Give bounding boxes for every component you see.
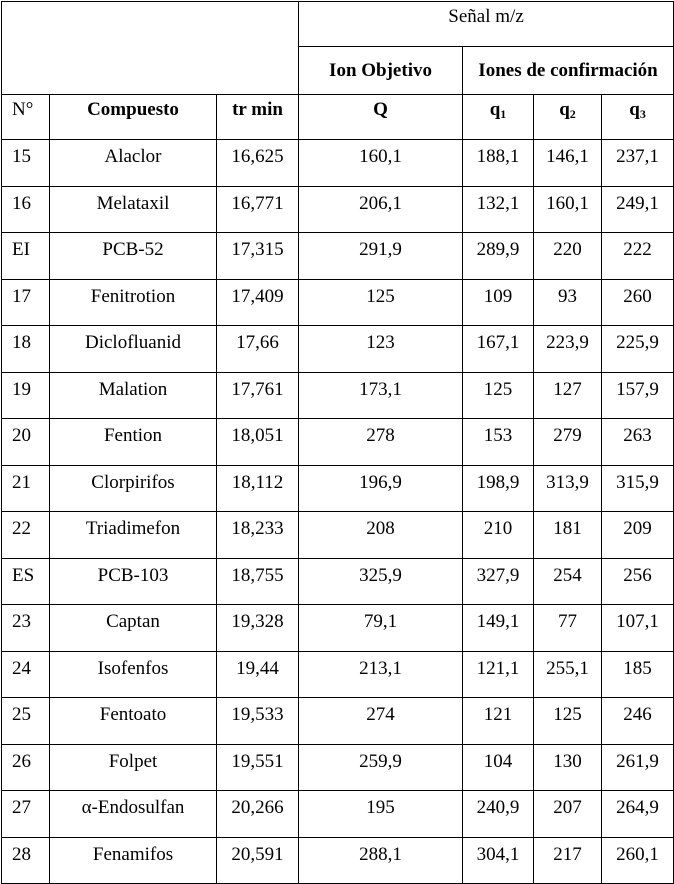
cell-q: 213,1	[299, 651, 463, 698]
cell-q3: 185	[602, 651, 674, 698]
col-header-q1	[463, 95, 534, 140]
table-body	[2, 2, 674, 884]
cell-q1: 121	[463, 698, 534, 745]
cell-q2: 77	[534, 605, 602, 652]
cell-number: 15	[2, 140, 50, 187]
cell-tr: 16,771	[217, 186, 299, 233]
table-row	[2, 140, 674, 187]
cell-q1: 153	[463, 419, 534, 466]
cell-tr: 18,755	[217, 558, 299, 605]
cell-q2: 130	[534, 744, 602, 791]
cell-q3: 107,1	[602, 605, 674, 652]
cell-q: 160,1	[299, 140, 463, 187]
cell-q: 123	[299, 326, 463, 373]
cell-q2: 207	[534, 791, 602, 838]
cell-q1: 121,1	[463, 651, 534, 698]
table-row	[2, 326, 674, 373]
q2-letter: q	[559, 99, 570, 120]
cell-tr: 17,66	[217, 326, 299, 373]
cell-q1: 240,9	[463, 791, 534, 838]
cell-q: 125	[299, 279, 463, 326]
cell-q: 325,9	[299, 558, 463, 605]
cell-q2: 160,1	[534, 186, 602, 233]
col-header-q: Q	[299, 95, 463, 140]
cell-compuesto: Isofenfos	[50, 651, 217, 698]
cell-q1: 198,9	[463, 465, 534, 512]
cell-compuesto: Folpet	[50, 744, 217, 791]
iones-confirmacion-header: Iones de confirmación	[463, 47, 674, 95]
header-row-signal	[2, 2, 674, 47]
cell-compuesto: Malation	[50, 372, 217, 419]
cell-q1: 210	[463, 512, 534, 559]
cell-number: 20	[2, 419, 50, 466]
col-header-q3	[602, 95, 674, 140]
cell-compuesto: Fention	[50, 419, 217, 466]
cell-tr: 19,328	[217, 605, 299, 652]
cell-number: 21	[2, 465, 50, 512]
cell-q1: 104	[463, 744, 534, 791]
cell-number: 28	[2, 837, 50, 884]
cell-q3: 225,9	[602, 326, 674, 373]
cell-tr: 17,409	[217, 279, 299, 326]
cell-q1: 188,1	[463, 140, 534, 187]
cell-q: 259,9	[299, 744, 463, 791]
table-row	[2, 233, 674, 280]
cell-compuesto: Captan	[50, 605, 217, 652]
col-header-q2	[534, 95, 602, 140]
table-row	[2, 558, 674, 605]
q3-subscript: 3	[639, 107, 646, 121]
cell-number: 18	[2, 326, 50, 373]
cell-q1: 327,9	[463, 558, 534, 605]
cell-compuesto: Fenamifos	[50, 837, 217, 884]
cell-q2: 279	[534, 419, 602, 466]
cell-tr: 20,591	[217, 837, 299, 884]
cell-q3: 157,9	[602, 372, 674, 419]
cell-number: 27	[2, 791, 50, 838]
table-row	[2, 279, 674, 326]
cell-number: EI	[2, 233, 50, 280]
cell-q: 208	[299, 512, 463, 559]
cell-q1: 109	[463, 279, 534, 326]
table-row	[2, 698, 674, 745]
cell-q2: 93	[534, 279, 602, 326]
cell-number: 26	[2, 744, 50, 791]
cell-q2: 125	[534, 698, 602, 745]
table-row	[2, 605, 674, 652]
q2-subscript: 2	[569, 107, 576, 121]
cell-compuesto: PCB-103	[50, 558, 217, 605]
cell-q: 206,1	[299, 186, 463, 233]
table-row	[2, 372, 674, 419]
cell-compuesto: Melataxil	[50, 186, 217, 233]
cell-q: 196,9	[299, 465, 463, 512]
cell-q1: 304,1	[463, 837, 534, 884]
cell-compuesto: Fentoato	[50, 698, 217, 745]
cell-q2: 127	[534, 372, 602, 419]
cell-q2: 223,9	[534, 326, 602, 373]
compound-table	[1, 1, 674, 884]
col-header-compuesto: Compuesto	[50, 95, 217, 140]
cell-tr: 19,44	[217, 651, 299, 698]
cell-q1: 125	[463, 372, 534, 419]
cell-q2: 220	[534, 233, 602, 280]
cell-compuesto: Alaclor	[50, 140, 217, 187]
q1-letter: q	[489, 99, 501, 120]
table-row	[2, 744, 674, 791]
table-row	[2, 512, 674, 559]
cell-q1: 167,1	[463, 326, 534, 373]
cell-q: 278	[299, 419, 463, 466]
table-row	[2, 791, 674, 838]
cell-tr: 18,112	[217, 465, 299, 512]
cell-compuesto: Triadimefon	[50, 512, 217, 559]
cell-q3: 263	[602, 419, 674, 466]
cell-q2: 181	[534, 512, 602, 559]
cell-q: 195	[299, 791, 463, 838]
cell-q3: 315,9	[602, 465, 674, 512]
cell-q3: 222	[602, 233, 674, 280]
cell-q3: 264,9	[602, 791, 674, 838]
signal-title: Señal m/z	[299, 2, 674, 47]
empty-corner-cell	[2, 2, 299, 95]
cell-compuesto: α-Endosulfan	[50, 791, 217, 838]
cell-q3: 256	[602, 558, 674, 605]
cell-q2: 255,1	[534, 651, 602, 698]
cell-q2: 313,9	[534, 465, 602, 512]
cell-number: 24	[2, 651, 50, 698]
cell-q3: 260	[602, 279, 674, 326]
cell-compuesto: PCB-52	[50, 233, 217, 280]
cell-q3: 260,1	[602, 837, 674, 884]
table-row	[2, 837, 674, 884]
cell-number: 22	[2, 512, 50, 559]
cell-q: 291,9	[299, 233, 463, 280]
cell-q1: 132,1	[463, 186, 534, 233]
cell-number: 19	[2, 372, 50, 419]
cell-q3: 237,1	[602, 140, 674, 187]
cell-compuesto: Fenitrotion	[50, 279, 217, 326]
cell-tr: 17,761	[217, 372, 299, 419]
header-row-columns	[2, 95, 674, 140]
ion-objetivo-header: Ion Objetivo	[299, 47, 463, 95]
table-row	[2, 651, 674, 698]
cell-q1: 289,9	[463, 233, 534, 280]
cell-number: 23	[2, 605, 50, 652]
cell-tr: 16,625	[217, 140, 299, 187]
cell-tr: 17,315	[217, 233, 299, 280]
cell-tr: 20,266	[217, 791, 299, 838]
cell-q1: 149,1	[463, 605, 534, 652]
cell-q2: 217	[534, 837, 602, 884]
cell-q: 288,1	[299, 837, 463, 884]
cell-q3: 249,1	[602, 186, 674, 233]
cell-q2: 254	[534, 558, 602, 605]
cell-compuesto: Diclofluanid	[50, 326, 217, 373]
cell-q3: 246	[602, 698, 674, 745]
col-header-number: N°	[2, 95, 50, 140]
cell-q: 173,1	[299, 372, 463, 419]
col-header-tr: tr min	[217, 95, 299, 140]
cell-number: 16	[2, 186, 50, 233]
cell-tr: 19,533	[217, 698, 299, 745]
q3-letter: q	[629, 99, 640, 120]
cell-q: 79,1	[299, 605, 463, 652]
table-row	[2, 465, 674, 512]
cell-number: 17	[2, 279, 50, 326]
cell-tr: 19,551	[217, 744, 299, 791]
cell-q2: 146,1	[534, 140, 602, 187]
cell-number: 25	[2, 698, 50, 745]
cell-tr: 18,233	[217, 512, 299, 559]
table-row	[2, 186, 674, 233]
cell-q3: 261,9	[602, 744, 674, 791]
cell-q3: 209	[602, 512, 674, 559]
q1-subscript: 1	[500, 107, 507, 121]
cell-compuesto: Clorpirifos	[50, 465, 217, 512]
cell-tr: 18,051	[217, 419, 299, 466]
table-row	[2, 419, 674, 466]
cell-number: ES	[2, 558, 50, 605]
cell-q: 274	[299, 698, 463, 745]
